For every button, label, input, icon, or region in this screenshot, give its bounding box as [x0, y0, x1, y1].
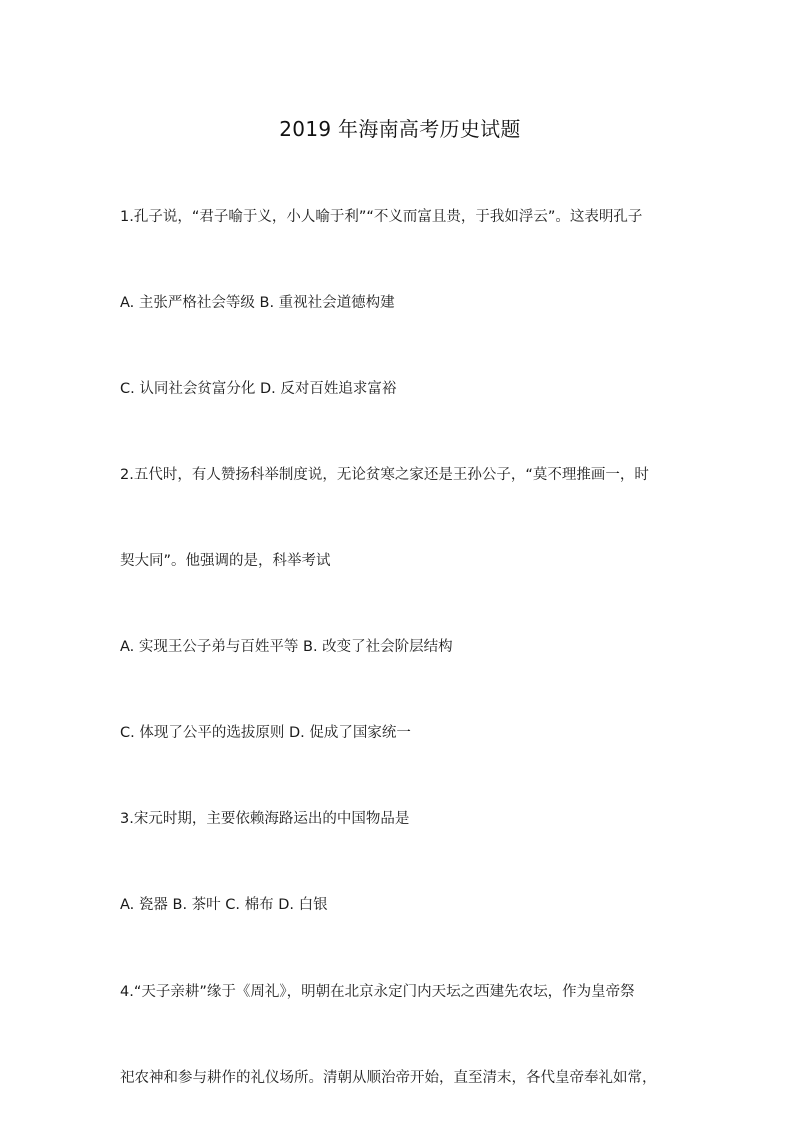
question-4-stem-line-2: 祀农神和参与耕作的礼仪场所。清朝从顺治帝开始，直至清末，各代皇帝奉礼如常， [120, 1070, 657, 1086]
question-2-options-ab: A. 实现王公子弟与百姓平等 B. 改变了社会阶层结构 [120, 639, 453, 655]
question-3-stem: 3.宋元时期，主要依赖海路运出的中国物品是 [120, 811, 410, 827]
question-2-options-cd: C. 体现了公平的选拔原则 D. 促成了国家统一 [120, 725, 411, 741]
document-title: 2019 年海南高考历史试题 [279, 117, 521, 141]
question-1-stem: 1.孔子说，“君子喻于义，小人喻于利”“不义而富且贵，于我如浮云”。这表明孔子 [120, 209, 643, 225]
question-2-stem-line-2: 契大同”。他强调的是，科举考试 [120, 553, 331, 569]
question-4-stem-line-1: 4.“天子亲耕”缘于《周礼》，明朝在北京永定门内天坛之西建先农坛，作为皇帝祭 [120, 984, 635, 1000]
question-2-stem-line-1: 2.五代时，有人赞扬科举制度说，无论贫寒之家还是王孙公子，“莫不理推画一，时 [120, 467, 649, 483]
question-1-options-ab: A. 主张严格社会等级 B. 重视社会道德构建 [120, 295, 395, 311]
question-3-options: A. 瓷器 B. 茶叶 C. 棉布 D. 白银 [120, 897, 328, 913]
question-1-options-cd: C. 认同社会贫富分化 D. 反对百姓追求富裕 [120, 381, 397, 397]
